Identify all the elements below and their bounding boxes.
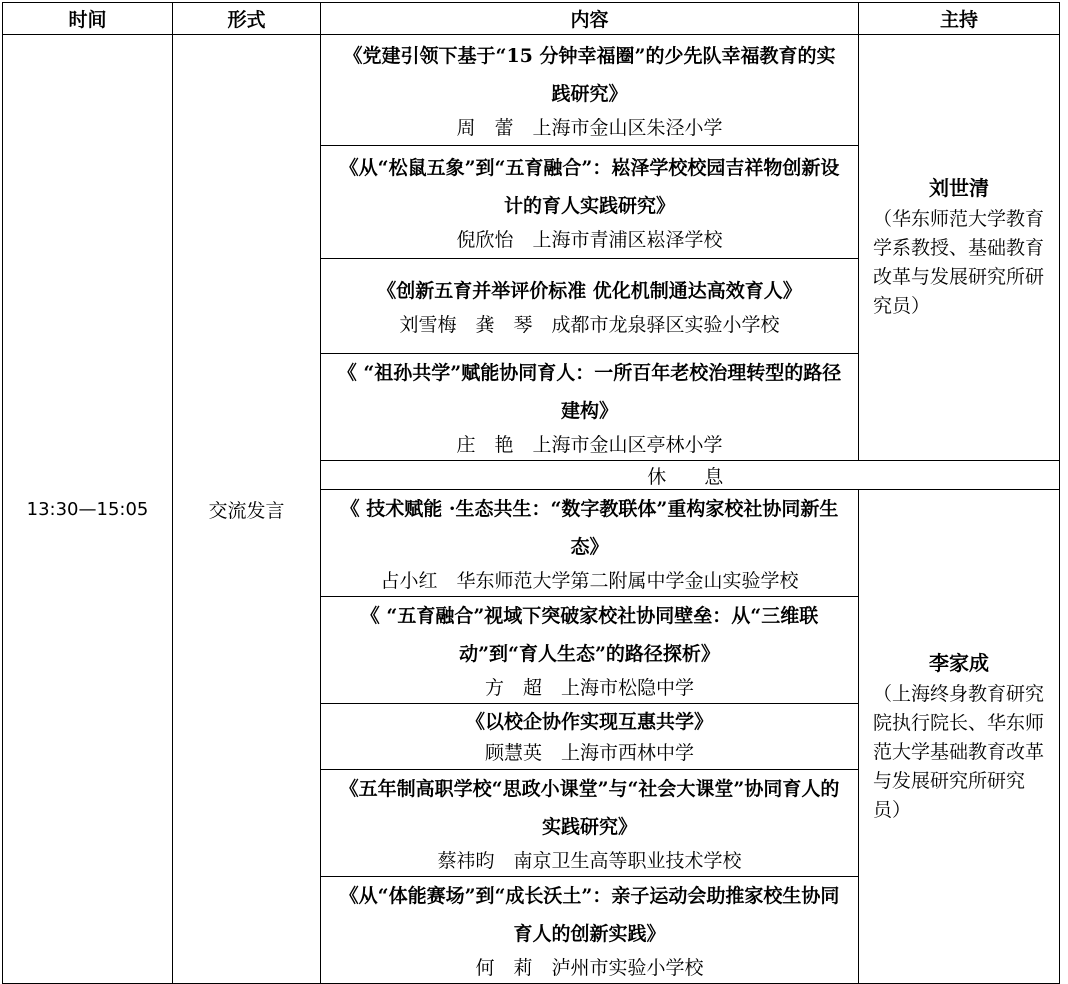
host-cell	[859, 490, 1060, 984]
talk-author: 蔡祎昀 南京卫生高等职业技术学校	[437, 850, 742, 872]
talk-item	[321, 597, 859, 704]
talk-author: 何 莉 泸州市实验小学校	[475, 957, 704, 979]
host-name: 刘世清	[929, 176, 989, 200]
session-form: 交流发言	[173, 35, 321, 984]
talk-title: 《从“松鼠五象”到“五育融合”：崧泽学校校园吉祥物创新设计的育人实践研究》	[339, 157, 840, 217]
talk-item	[321, 35, 859, 146]
host-cell	[859, 35, 1060, 461]
talk-title: 《从“体能赛场”到“成长沃土”：亲子运动会助推家校生协同育人的创新实践》	[339, 885, 840, 945]
talk-title: 《创新五育并举评价标准 优化机制通达高效育人》	[377, 280, 802, 302]
talk-title: 《以校企协作实现互惠共学》	[465, 710, 713, 733]
talk-author: 方 超 上海市松隐中学	[484, 677, 694, 699]
host-name: 李家成	[929, 650, 989, 675]
talk-author: 顾慧英 上海市西林中学	[484, 741, 694, 764]
talk-item	[321, 770, 859, 877]
talk-author: 庄 艳 上海市金山区亭林小学	[456, 434, 723, 456]
talk-title: 《 “祖孙共学”赋能协同育人：一所百年老校治理转型的路径建构》	[337, 362, 842, 422]
talk-item	[321, 704, 859, 770]
talk-title: 《 技术赋能 ·生态共生：“数字教联体”重构家校社协同新生态》	[340, 498, 839, 558]
header-time: 时间	[3, 3, 173, 35]
talk-author: 周 蕾 上海市金山区朱泾小学	[456, 117, 723, 139]
talk-author: 刘雪梅 龚 琴 成都市龙泉驿区实验小学校	[399, 314, 780, 336]
talk-title: 《五年制高职学校“思政小课堂”与“社会大课堂”协同育人的实践研究》	[339, 778, 840, 838]
table-row	[3, 35, 1060, 146]
talk-item	[321, 259, 859, 354]
talk-title: 《党建引领下基于“15 分钟幸福圈”的少先队幸福教育的实践研究》	[343, 45, 836, 105]
break-label: 休 息	[321, 461, 1060, 490]
talk-author: 占小红 华东师范大学第二附属中学金山实验学校	[380, 570, 799, 592]
talk-item	[321, 490, 859, 597]
header-host: 主持	[859, 3, 1060, 35]
schedule-table	[2, 2, 1060, 984]
header-row	[3, 3, 1060, 35]
talk-author: 倪欣怡 上海市青浦区崧泽学校	[456, 229, 723, 251]
host-affiliation: （华东师范大学教育学系教授、基础教育改革与发展研究所研究员）	[873, 208, 1045, 317]
talk-title: 《 “五育融合”视域下突破家校社协同壁垒：从“三维联动”到“育人生态”的路径探析》	[360, 605, 819, 665]
header-content: 内容	[321, 3, 859, 35]
host-affiliation: （上海终身教育研究院执行院长、华东师范大学基础教育改革与发展研究所研究员）	[873, 682, 1045, 821]
talk-item	[321, 877, 859, 984]
session-time: 13:30—15:05	[3, 35, 173, 984]
talk-item	[321, 354, 859, 461]
talk-item	[321, 146, 859, 259]
header-form: 形式	[173, 3, 321, 35]
